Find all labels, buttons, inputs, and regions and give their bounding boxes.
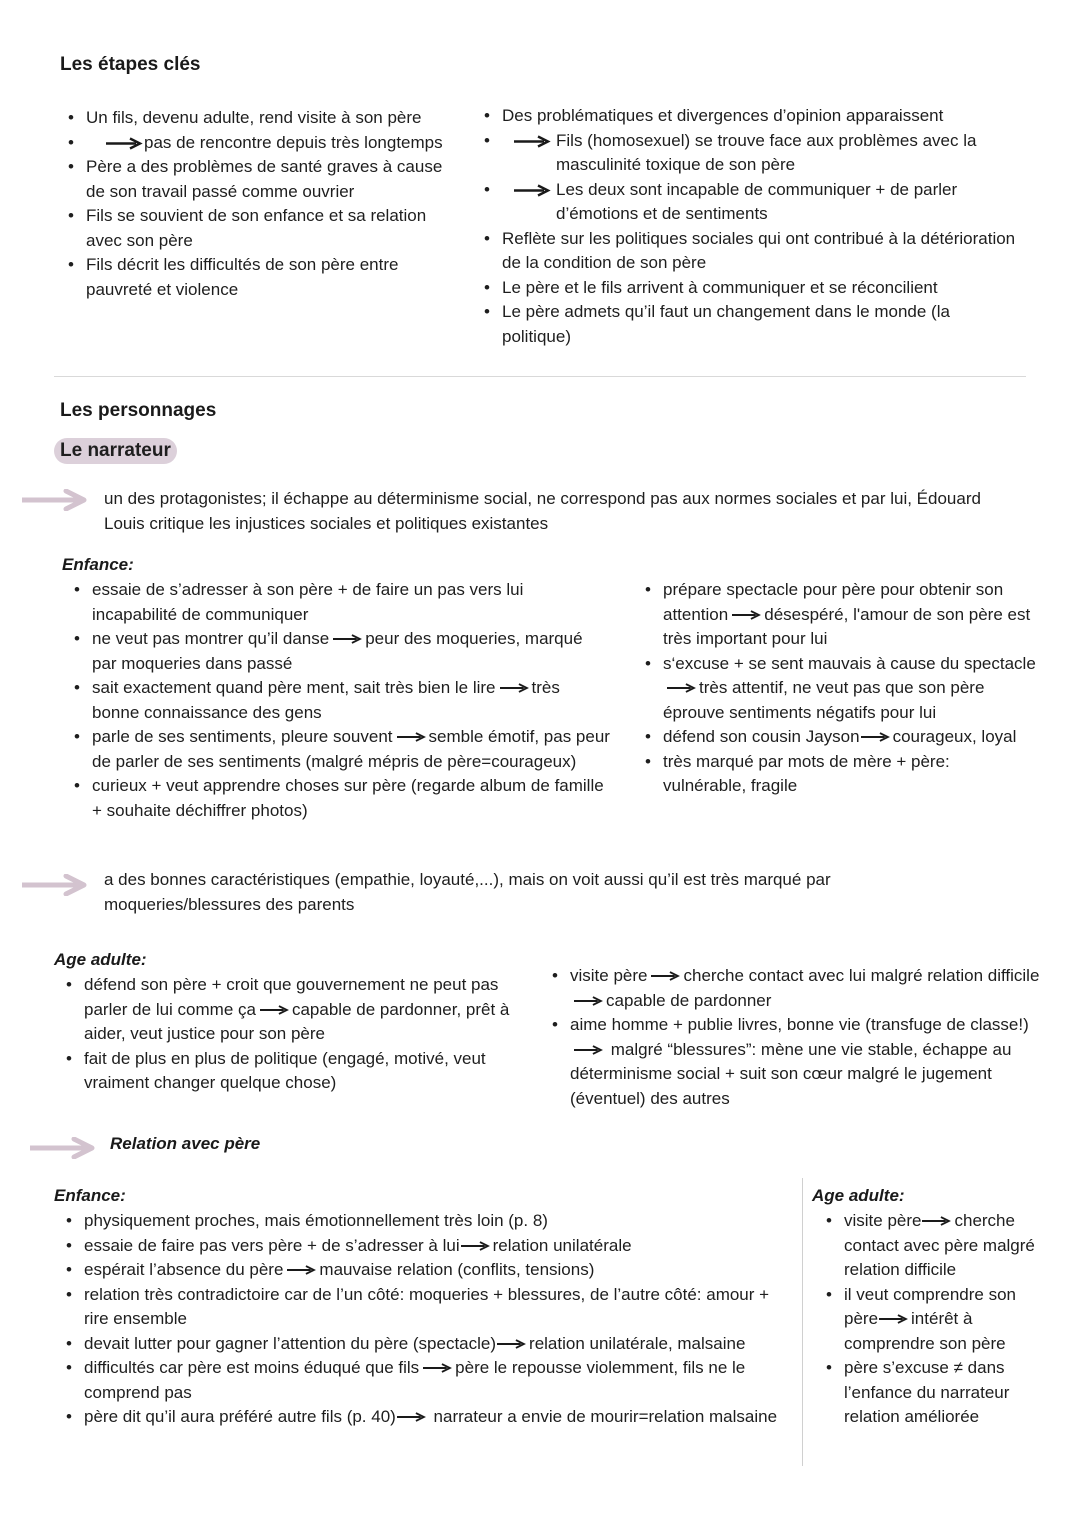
list-item: • prépare spectacle pour père pour obtenir son attention désespéré, l'amour de son père est très important pour lui — [637, 578, 1037, 652]
arrow-right-icon — [461, 1240, 491, 1252]
list-item: • défend son cousin Jayson courageux, loyal — [637, 725, 1037, 750]
list-item: • Reflète sur les politiques sociales qui ont contribué à la détérioration de la condition de son père — [476, 227, 1016, 276]
list-item: • défend son père + croit que gouvernement ne peut pas parler de lui comme ça capable de pardonner, prêt à aider, veut justice pour son père — [58, 973, 528, 1047]
list-item: • Le père et le fils arrivent à communiquer et se réconcilient — [476, 276, 1016, 301]
list-item: • essaie de faire pas vers père + de s’adresser à lui relation unilatérale — [58, 1234, 798, 1259]
adulte-right-column — [544, 964, 1048, 1111]
list-item: • il veut comprendre son père intérêt à comprendre son père — [818, 1283, 1040, 1357]
narrateur-label: Le narrateur — [54, 438, 177, 464]
pink-arrow-icon — [30, 1137, 96, 1159]
arrow-right-icon — [922, 1215, 952, 1227]
adulte-left-column — [58, 973, 528, 1096]
list-item: • Fils se souvient de son enfance et sa relation avec son père — [60, 204, 460, 253]
arrow-right-icon — [106, 137, 144, 150]
list-item: • Le père admets qu’il faut un changement dans le monde (la politique) — [476, 300, 1016, 349]
arrow-right-icon — [514, 135, 552, 148]
list-item: • devait lutter pour gagner l’attention du père (spectacle) relation unilatérale, malsaine — [58, 1332, 798, 1357]
list-item: • difficultés car père est moins éduqué que fils père le repousse violemment, fils ne le comprend pas — [58, 1356, 798, 1405]
list-item: • sait exactement quand père ment, sait très bien le lire très bonne connaissance des gens — [66, 676, 611, 725]
arrow-right-icon — [514, 184, 552, 197]
list-item: • Père a des problèmes de santé graves à cause de son travail passé comme ouvrier — [60, 155, 460, 204]
list-subitem: • Fils (homosexuel) se trouve face aux problèmes avec la masculinité toxique de son père — [476, 129, 1016, 178]
enfance-heading: Enfance: — [62, 555, 134, 574]
list-item: • aime homme + publie livres, bonne vie (transfuge de classe!) malgré “blessures”: mène une vie stable, échappe au déterminisme social + suit son cœur malgré le jugement (éventuel) des autres — [544, 1013, 1048, 1111]
list-item: • s‘excuse + se sent mauvais à cause du spectacletrès attentif, ne veut pas que son père éprouve sentiments négatifs pour lui — [637, 652, 1037, 726]
arrow-right-icon — [879, 1313, 909, 1325]
arrow-right-icon — [732, 609, 762, 621]
narrateur-tag — [54, 440, 177, 462]
enfance-right-column — [637, 578, 1037, 799]
list-item: • visite père cherche contact avec lui malgré relation difficilecapable de pardonner — [544, 964, 1048, 1013]
list-item: • parle de ses sentiments, pleure souvent semble émotif, pas peur de parler de ses sentiments (malgré mépris de père=courageux) — [66, 725, 611, 774]
relation-adulte-column — [818, 1209, 1040, 1430]
list-item: • père dit qu’il aura préféré autre fils (p. 40) narrateur a envie de mourir=relation malsaine — [58, 1405, 798, 1430]
column-divider — [802, 1178, 803, 1466]
section-title-etapes: Les étapes clés — [60, 54, 201, 75]
relation-heading: Relation avec père — [110, 1134, 261, 1153]
list-item: • Un fils, devenu adulte, rend visite à son père — [60, 106, 460, 131]
list-item: • essaie de s’adresser à son père + de faire un pas vers lui incapabilité de communiquer — [66, 578, 611, 627]
adulte-heading: Age adulte: — [54, 950, 147, 969]
pink-arrow-icon — [22, 489, 88, 511]
arrow-right-icon — [397, 1411, 427, 1423]
arrow-right-icon — [260, 1004, 290, 1016]
narrateur-intro: un des protagonistes; il échappe au déterminisme social, ne correspond pas aux normes sociales et par lui, Édouard Louis critique les injustices sociales et politiques existantes — [104, 489, 981, 533]
list-item: • fait de plus en plus de politique (engagé, motivé, veut vraiment changer quelque chose) — [58, 1047, 528, 1096]
relation-enfance-column — [58, 1209, 798, 1430]
arrow-right-icon — [861, 731, 891, 743]
etapes-left-column — [60, 106, 460, 302]
arrow-right-icon — [651, 970, 681, 982]
list-item: • visite père cherche contact avec père malgré relation difficile — [818, 1209, 1040, 1283]
list-item: • relation très contradictoire car de l’un côté: moqueries + blessures, de l’autre côté: amour + rire ensemble — [58, 1283, 798, 1332]
relation-enfance-heading: Enfance: — [54, 1186, 126, 1205]
list-item: • physiquement proches, mais émotionnellement très loin (p. 8) — [58, 1209, 798, 1234]
list-subitem: • pas de rencontre depuis très longtemps — [60, 131, 460, 156]
arrow-right-icon — [667, 682, 697, 694]
enfance-left-column — [66, 578, 611, 823]
arrow-right-icon — [500, 682, 530, 694]
list-item: • Fils décrit les difficultés de son père entre pauvreté et violence — [60, 253, 460, 302]
relation-adulte-heading: Age adulte: — [812, 1186, 905, 1205]
etapes-right-column — [476, 104, 1016, 349]
arrow-right-icon — [397, 731, 427, 743]
arrow-right-icon — [287, 1264, 317, 1276]
narrateur-summary: a des bonnes caractéristiques (empathie, loyauté,...), mais on voit aussi qu’il est très marqué par moqueries/blessures des parents — [104, 870, 831, 914]
list-item: • ne veut pas montrer qu’il danse peur des moqueries, marqué par moqueries dans passé — [66, 627, 611, 676]
pink-arrow-icon — [22, 874, 88, 896]
list-item: • très marqué par mots de mère + père: vulnérable, fragile — [637, 750, 1037, 799]
list-item: • curieux + veut apprendre choses sur père (regarde album de famille + souhaite déchiffrer photos) — [66, 774, 611, 823]
list-item: • espérait l’absence du père mauvaise relation (conflits, tensions) — [58, 1258, 798, 1283]
arrow-right-icon — [423, 1362, 453, 1374]
section-title-personnages: Les personnages — [60, 400, 217, 421]
arrow-right-icon — [497, 1338, 527, 1350]
arrow-right-icon — [574, 995, 604, 1007]
arrow-right-icon — [574, 1044, 604, 1056]
arrow-right-icon — [333, 633, 363, 645]
list-item: • père s’excuse ≠ dans l’enfance du narrateur relation améliorée — [818, 1356, 1040, 1430]
list-subitem: • Les deux sont incapable de communiquer + de parler d’émotions et de sentiments — [476, 178, 1016, 227]
list-item: • Des problématiques et divergences d’opinion apparaissent — [476, 104, 1016, 129]
section-divider — [54, 376, 1026, 377]
